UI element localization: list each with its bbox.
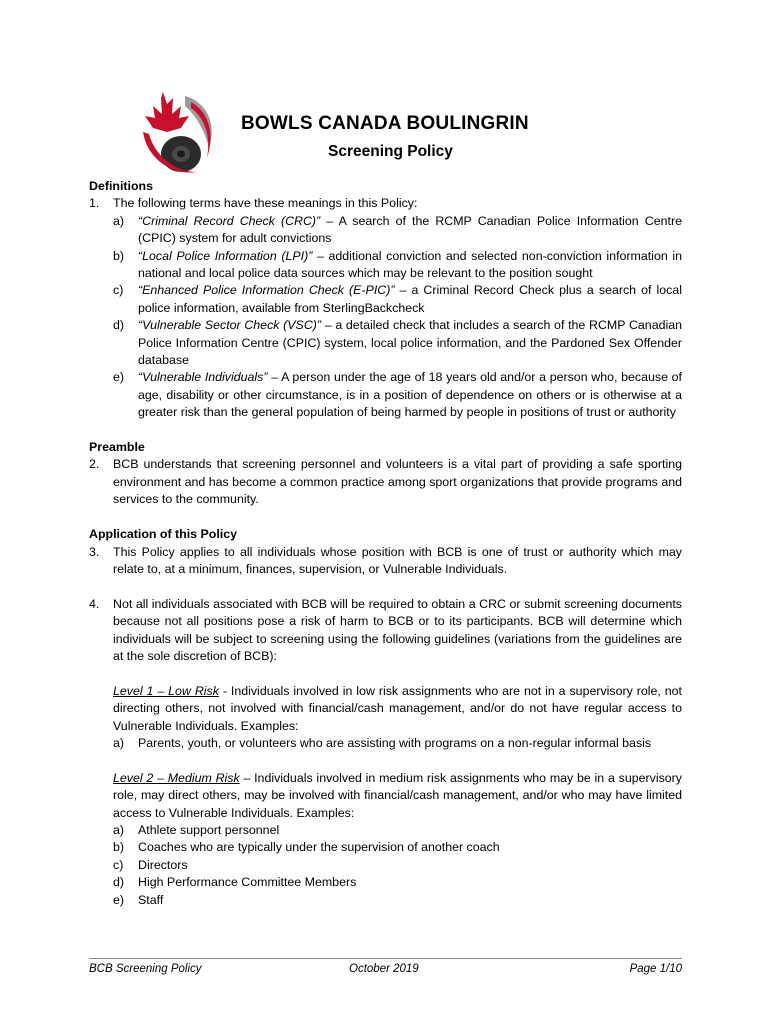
bowls-canada-logo bbox=[137, 88, 219, 180]
numbered-paragraph-2: 2. BCB understands that screening personnel and volunteers is a vital part of providing a safe sporting environment and has become a common practice among sport organizations that provide programs and services to the community. bbox=[89, 457, 682, 507]
level-2-paragraph: Level 2 – Medium Risk – Individuals involved in medium risk assignments who may be in a supervisory role, may direct others, may be involved with financial/cash management, and/or who may have limited access to Vulnerable Individuals. Examples: bbox=[113, 770, 682, 820]
document-subtitle: Screening Policy bbox=[328, 143, 453, 160]
maple-leaf-icon bbox=[145, 92, 189, 132]
level-2-label: Level 2 – Medium Risk bbox=[113, 770, 240, 785]
numbered-paragraph-1: 1. The following terms have these meanings in this Policy: bbox=[89, 196, 418, 211]
definition-item: b) “Local Police Information (LPI)” – additional conviction and selected non-conviction information in national and local police data sources which may be relevant to the position sought bbox=[113, 248, 682, 281]
footer-date: October 2019 bbox=[349, 963, 419, 975]
numbered-paragraph-4: 4. Not all individuals associated with BCB will be required to obtain a CRC or submit screening documents because not all positions pose a risk of harm to BCB or to its participants. BCB will determine which individuals will be subject to screening using the following guidelines (variations from the guidelines are at the sole discretion of BCB): bbox=[89, 596, 682, 663]
example-item: a) Parents, youth, or volunteers who are assisting with programs on a non-regular informal basis bbox=[113, 735, 652, 750]
page-footer bbox=[89, 958, 682, 975]
definition-item: d) “Vulnerable Sector Check (VSC)” – a detailed check that includes a search of the RCMP Canadian Police Information Centre (CPIC) system, local police information, and the Pardoned Sex Offender database bbox=[113, 318, 683, 368]
section-heading-application: Application of this Policy bbox=[89, 527, 238, 542]
example-item: b) Coaches who are typically under the supervision of another coach bbox=[113, 840, 500, 855]
footer-page-number: Page 1/10 bbox=[629, 963, 682, 975]
example-item: e) Staff bbox=[113, 892, 164, 907]
section-heading-definitions: Definitions bbox=[89, 179, 154, 193]
level-1-label: Level 1 – Low Risk bbox=[113, 683, 219, 698]
numbered-paragraph-3: 3. This Policy applies to all individuals whose position with BCB is one of trust or authority which may relate to, at a minimum, finances, supervision, or Vulnerable Individuals. bbox=[89, 544, 682, 576]
example-item: c) Directors bbox=[113, 857, 188, 872]
document-body bbox=[89, 178, 682, 909]
footer-document-name: BCB Screening Policy bbox=[89, 963, 202, 975]
example-item: a) Athlete support personnel bbox=[113, 822, 280, 837]
example-item: d) High Performance Committee Members bbox=[113, 875, 357, 890]
document-title: BOWLS CANADA BOULINGRIN bbox=[241, 113, 529, 134]
section-heading-preamble: Preamble bbox=[89, 440, 145, 455]
level-1-paragraph: Level 1 – Low Risk - Individuals involved in low risk assignments who are not in a supervisory role, not directing others, not involved with financial/cash management, and/or do not have regular access to Vulnerable Individuals. Examples: bbox=[113, 683, 683, 733]
definition-item: c) “Enhanced Police Information Check (E-PIC)” – a Criminal Record Check plus a search of local police information, available from SterlingBackcheck bbox=[113, 283, 682, 315]
definition-item: a) “Criminal Record Check (CRC)” – A search of the RCMP Canadian Police Information Centre (CPIC) system for adult convictions bbox=[113, 213, 682, 246]
definition-item: e) “Vulnerable Individuals” – A person under the age of 18 years old and/or a person who, because of age, disability or other circumstance, is in a position of dependence on others or is otherwise at a greater risk than the general population of being harmed by people in positions of trust or authority bbox=[113, 370, 682, 420]
